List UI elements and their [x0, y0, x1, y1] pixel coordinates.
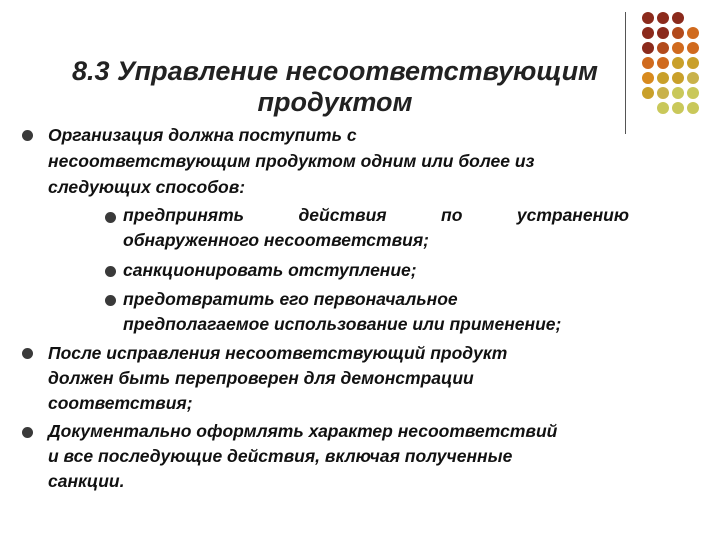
dot	[657, 87, 669, 99]
bullet-text: следующих способов:	[48, 177, 246, 197]
dot	[672, 42, 684, 54]
dot	[672, 102, 684, 114]
dot	[687, 72, 699, 84]
bullet-text: и все последующие действия, включая полученные	[48, 446, 513, 466]
sub-bullet-text: обнаруженного несоответствия;	[123, 230, 429, 250]
slide-title-line-1: 8.3 Управление несоответствующим	[71, 56, 599, 86]
dot	[672, 57, 684, 69]
bullet-text: несоответствующим продуктом одним или более из	[48, 151, 535, 171]
dot	[672, 72, 684, 84]
slide-title	[40, 56, 630, 118]
dot	[642, 12, 654, 24]
sub-bullet-dot	[105, 295, 116, 306]
dot	[672, 87, 684, 99]
dot	[687, 102, 699, 114]
sub-bullet-dot	[105, 212, 116, 223]
dot	[672, 27, 684, 39]
dot	[657, 72, 669, 84]
bullet-dot	[22, 130, 33, 141]
dot	[657, 57, 669, 69]
bullet-text: санкции.	[48, 471, 125, 491]
bullet-dot	[22, 427, 33, 438]
dot	[642, 27, 654, 39]
bullet-text: соответствия;	[48, 393, 193, 413]
dot	[672, 12, 684, 24]
dot	[642, 87, 654, 99]
bullet-text: Документально оформлять характер несоответствий	[48, 421, 558, 441]
bullet-text: должен быть перепроверен для демонстрации	[48, 368, 474, 388]
dot	[642, 42, 654, 54]
bullet-dot	[22, 348, 33, 359]
dot	[657, 27, 669, 39]
dot	[642, 72, 654, 84]
bullet-text: После исправления несоответствующий продукт	[48, 343, 508, 363]
dot	[657, 42, 669, 54]
sub-bullet-text: предотвратить его первоначальное	[123, 289, 458, 309]
sub-bullet-text: предпринять действия по устранению	[123, 205, 629, 225]
sub-bullet-text: санкционировать отступление;	[123, 260, 417, 280]
dot	[642, 57, 654, 69]
dot	[657, 12, 669, 24]
decorative-divider	[625, 12, 626, 134]
dot	[687, 42, 699, 54]
dot	[657, 102, 669, 114]
dot	[687, 27, 699, 39]
bullet-text: Организация должна поступить с	[48, 125, 357, 145]
dot	[687, 57, 699, 69]
slide-title-line-2: продуктом	[257, 87, 413, 117]
sub-bullet-text: предполагаемое использование или применение;	[123, 314, 562, 334]
dot	[687, 87, 699, 99]
sub-bullet-dot	[105, 266, 116, 277]
